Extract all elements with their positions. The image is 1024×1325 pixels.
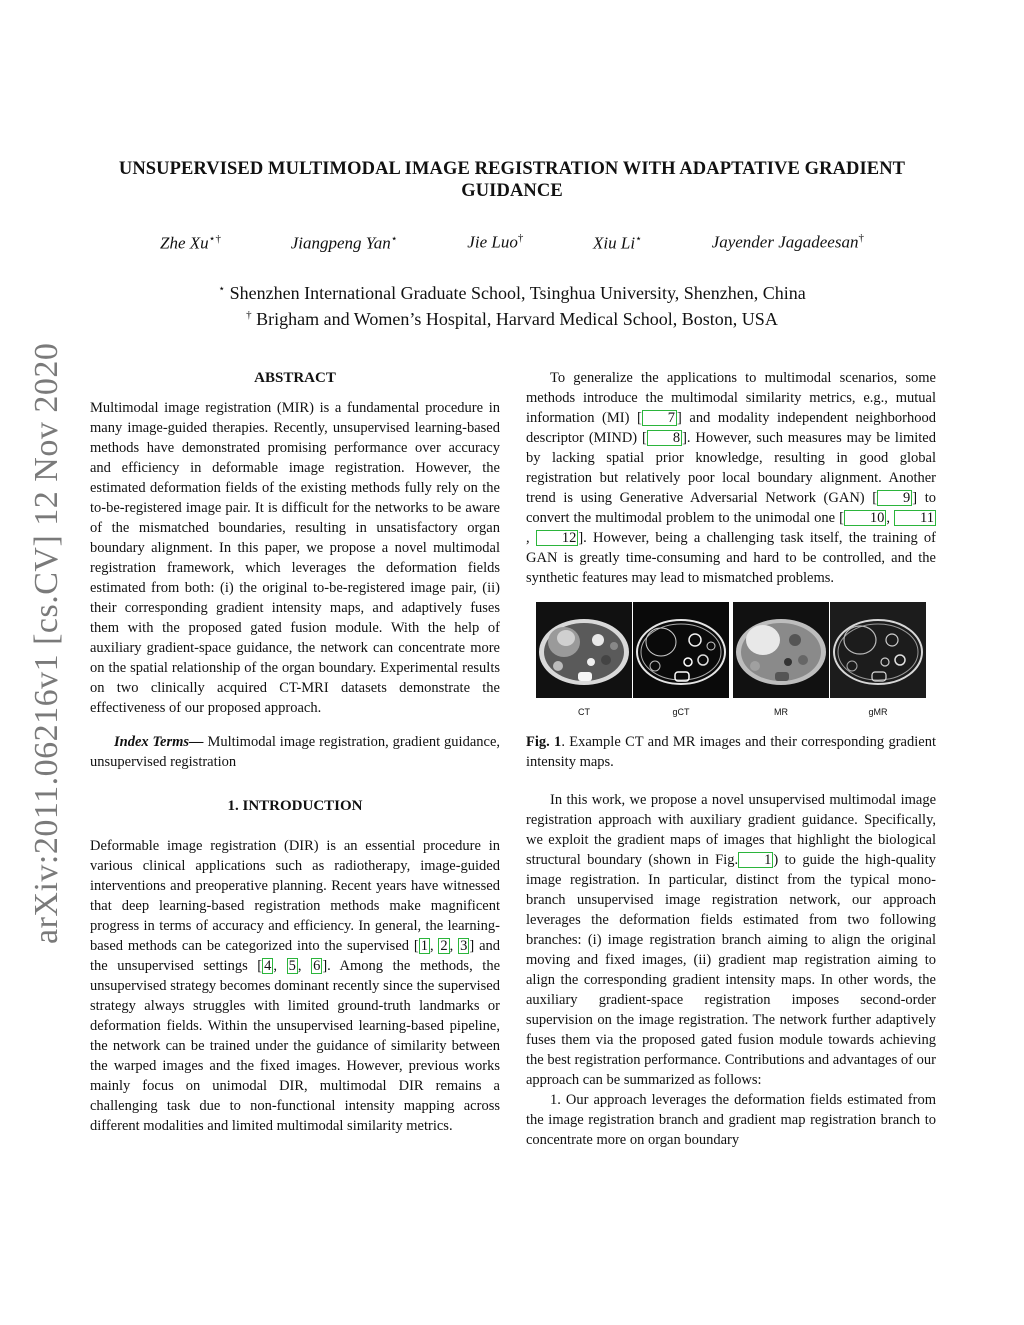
figure-label-gmr: gMR	[868, 707, 888, 717]
citation-link[interactable]: 6	[313, 958, 321, 974]
ct-scan-image	[536, 602, 632, 698]
figure-label-mr: MR	[774, 707, 788, 717]
intro-paragraph-1: Deformable image registration (DIR) is an essential procedure in various clinical applications such as radiotherapy, image-guided interventions and preoperative planning. Recent years have witnessed that deep learning-based registration methods make magnificent progress in terms of accuracy and efficiency. In general, the learning-based methods can be categorized into the supervised [ 1 , 2 , 3 ] and the unsupervised settings [ 4 , 5 , 6 ]. Among the methods, the unsupervised strategy becomes dominant recently since the supervised strategy always struggles with limited ground-truth landmarks or deformation fields. Within the unsupervised learning-based pipeline, the network can be trained under the guidance of similarity between the warped images and the fixed images. However, previous works mainly focus on unimodal DIR, multimodal DIR remains a challenging task due to non-functional intensity mapping across different modalities and limited multimodal similarity metrics.	[90, 838, 501, 1134]
author-name: Zhe Xu	[160, 233, 209, 253]
author	[160, 232, 221, 254]
citation-link[interactable]: 3	[460, 938, 468, 954]
text-run: In this work, we propose a novel unsupervised multimodal image registration approach with auxiliary gradient guidance. Specifically, we exploit the gradient maps of images that highlight the biological structural boundary (shown in Fig.	[526, 792, 936, 868]
citation-link[interactable]: 8	[647, 430, 682, 446]
text-run: ) to guide the high-quality image registration. In particular, distinct from the typical mono-branch unsupervised image registration network, our approach leverages the deformation fields estimated from two following branches: (i) image registration branch aiming to align the original moving and fixed images, (ii) gradient map registration aiming to align the corresponding gradient intensity maps. In other words, the auxiliary gradient-space registration imposes second-order supervision on the image registration. The network further adaptively fuses them via the proposed gated fusion module towards achieving the best registration performance. Contributions and advantages of our approach can be summarized as follows:	[526, 852, 936, 1088]
text-run: ]. Among the methods, the unsupervised strategy becomes dominant recently since the supervised strategy always struggles with limited ground-truth landmarks or deformation fields. Within the unsupervised learning-based pipeline, the network can be trained under the guidance of similarity between the warped images and the fixed images. However, previous works mainly focus on unimodal DIR, multimodal DIR remains a challenging task due to non-functional intensity mapping across different modalities and limited multimodal similarity metrics.	[90, 958, 501, 1134]
mr-scan-image	[733, 602, 829, 698]
citation-link[interactable]: 4	[264, 958, 272, 974]
text-run: ] and modality independent neighborhood descriptor (MIND) [	[526, 410, 936, 446]
gmr-gradient-image	[830, 602, 926, 698]
ct-scan-drawing	[536, 602, 632, 698]
arxiv-stamp: arXiv:2011.06216v1 [cs.CV] 12 Nov 2020	[28, 342, 65, 944]
gmr-gradient-drawing	[830, 602, 926, 698]
author	[712, 232, 864, 254]
text-run: Deformable image registration (DIR) is an essential procedure in various clinical applications such as radiotherapy, image-guided interventions and preoperative planning. Recent years have witnessed that deep learning-based registration methods make magnificent progress in terms of accuracy and efficiency. In general, the learning-based methods can be categorized into the supervised [	[90, 838, 500, 954]
abstract-heading: ABSTRACT	[254, 370, 336, 386]
figure-caption-label: Fig. 1	[526, 734, 562, 750]
title-line-2: GUIDANCE	[461, 181, 563, 201]
right-column	[526, 368, 936, 1150]
affiliation-text: Shenzhen International Graduate School, Tsinghua University, Shenzhen, China	[229, 283, 806, 303]
index-terms-label: Index Terms—	[114, 734, 204, 750]
mr-scan-drawing	[733, 602, 829, 698]
affiliation-text: Brigham and Women’s Hospital, Harvard Medical School, Boston, USA	[256, 309, 778, 329]
paper-title	[80, 158, 944, 202]
citation-link[interactable]: 7	[642, 410, 677, 426]
figure-divider	[729, 602, 732, 698]
text-run: ] and the unsupervised settings [	[90, 938, 501, 974]
author-mark: †	[517, 232, 524, 244]
affiliation	[80, 278, 944, 304]
author-name: Jayender Jagadeesan	[711, 232, 859, 252]
author-name: Jiangpeng Yan	[290, 233, 391, 253]
author-name: Jie Luo	[467, 232, 518, 252]
gct-gradient-drawing	[633, 602, 729, 698]
author-name: Xiu Li	[593, 233, 636, 253]
text-run: ]. However, being a challenging task itself, the training of GAN is greatly time-consuming and hard to be controlled, and the synthetic features may lead to mismatched problems.	[526, 530, 937, 586]
author-mark: †	[858, 232, 864, 244]
text-run: ] to convert the multimodal problem to the unimodal one [	[526, 490, 936, 526]
citation-link[interactable]: 1	[420, 938, 428, 954]
citation-link[interactable]: 12	[536, 530, 579, 546]
gct-gradient-image	[633, 602, 729, 698]
citation-link[interactable]: 5	[288, 958, 296, 974]
left-column	[90, 368, 500, 1136]
affiliation	[80, 304, 944, 330]
text-run: To generalize the applications to multimodal scenarios, some methods introduce the multimodal similarity metrics, e.g., mutual information (MI) [	[526, 370, 936, 426]
figure-caption	[526, 732, 936, 772]
figure-caption-text: . Example CT and MR images and their corresponding gradient intensity maps.	[526, 734, 936, 770]
citation-link[interactable]: 9	[877, 490, 912, 506]
figure-1	[536, 602, 926, 718]
author-list	[160, 232, 864, 254]
citation-link[interactable]: 2	[440, 938, 448, 954]
index-terms-text: Multimodal image registration, gradient guidance, unsupervised registration	[90, 734, 501, 770]
citation-link[interactable]: 10	[844, 510, 887, 526]
author	[291, 232, 398, 254]
affiliation-mark: ⋆	[218, 283, 226, 295]
index-terms	[90, 732, 500, 772]
figure-label-gct: gCT	[672, 707, 690, 717]
intro-paragraph-3	[526, 790, 936, 1090]
affiliations	[80, 278, 944, 330]
affiliation-mark: †	[246, 309, 252, 321]
author-mark: ⋆†	[208, 233, 222, 245]
figure-label-ct: CT	[578, 707, 590, 717]
title-line-1: UNSUPERVISED MULTIMODAL IMAGE REGISTRATION WITH ADAPTATIVE GRADIENT	[118, 159, 906, 179]
intro-paragraph-2: To generalize the applications to multimodal scenarios, some methods introduce the multimodal similarity metrics, e.g., mutual information (MI) [ 7 ] and modality independent neighborhood descriptor (MIND) [ 8 ]. However, such measures may be limited by lacking spatial prior knowledge, resulting in good global registration but relatively poor local boundary alignment. Another trend is using Generative Adversarial Network (GAN) [ 9 ] to convert the multimodal problem to the unimodal one [ 10 , 11, 12 ]. However, being a challenging task itself, the training of GAN is greatly time-consuming and hard to be controlled, and the synthetic features may lead to mismatched problems.	[526, 370, 937, 586]
abstract-text: Multimodal image registration (MIR) is a fundamental procedure in many image-guided therapies. Recently, unsupervised learning-based methods have demonstrated promising performance over accuracy and efficiency in deformable image registration. However, the estimated deformation fields of the existing methods fully rely on the to-be-registered image pair. It is difficult for the networks to be aware of the mismatched boundaries, resulting in unsatisfactory organ boundary alignment. In this paper, we propose a novel multimodal registration framework, which leverages the deformation fields estimated from both: (i) the original to-be-registered image pair, (ii) their corresponding gradient intensity maps, and adaptively fuses them with the proposed gated fusion module. With the help of auxiliary gradient-space guidance, the network can concentrate more on the spatial relationship of the organ boundary. Experimental results on two clinically acquired CT-MRI datasets demonstrate the effectiveness of our proposed approach.	[90, 400, 500, 716]
contribution-item-1: 1. Our approach leverages the deformation fields estimated from the image registration branch and gradient map registration branch to concentrate more on organ boundary	[526, 1092, 936, 1148]
figure-link[interactable]: 1	[738, 852, 773, 868]
section-heading-introduction: 1. INTRODUCTION	[227, 798, 363, 814]
text-run: ]. However, such measures may be limited by lacking spatial prior knowledge, resulting in good global registration but relatively poor local boundary alignment. Another trend is using Generative Adversarial Network (GAN) [	[526, 430, 936, 506]
author-mark: ⋆	[390, 233, 398, 245]
citation-link[interactable]: 11	[894, 510, 936, 526]
author	[593, 232, 642, 254]
author-mark: ⋆	[635, 233, 642, 245]
author	[467, 232, 523, 254]
